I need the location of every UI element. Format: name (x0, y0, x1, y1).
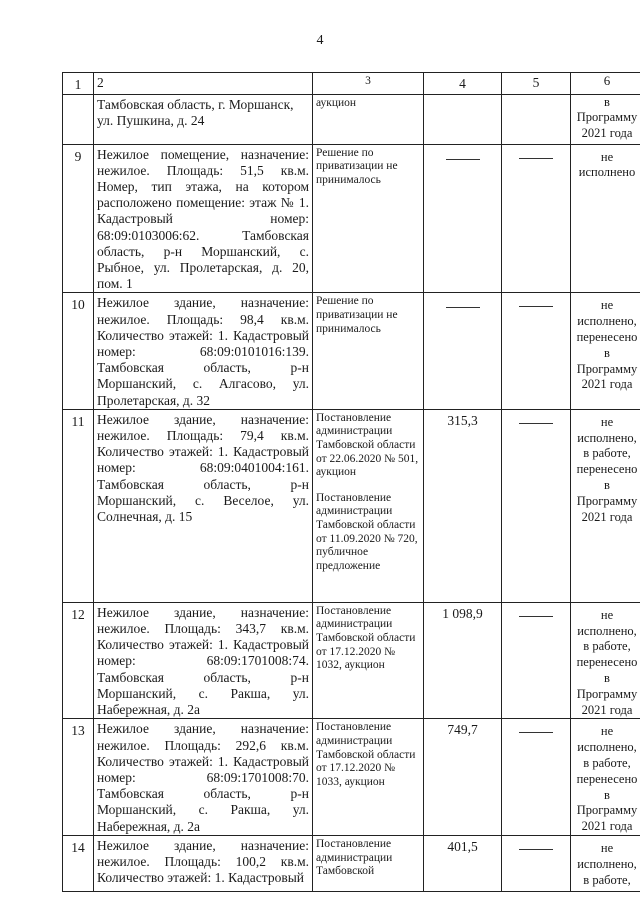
privatization-decision: Постановление администрации Тамбовской (313, 835, 424, 891)
amount-cell (424, 94, 502, 144)
table-row (63, 94, 640, 144)
col-header-3: 3 (313, 73, 424, 95)
status-cell: не исполнено, в работе, перенесено в Программу 2021 года (571, 409, 640, 602)
status-cell: не исполнено, в работе, перенесено в Программу 2021 года (571, 719, 640, 836)
col-header-6: 6 (571, 73, 640, 95)
row-number: 9 (63, 144, 94, 293)
empty-dash (519, 300, 553, 307)
row-number: 11 (63, 409, 94, 602)
empty-dash (519, 610, 553, 617)
row-number: 13 (63, 719, 94, 836)
object-description: Тамбовская область, г. Моршанск, ул. Пушкина, д. 24 (94, 94, 313, 144)
status-cell: не исполнено, в работе, перенесено в Программу 2021 года (571, 602, 640, 719)
table-row (63, 602, 640, 719)
object-description: Нежилое здание, назначение: нежилое. Площадь: 343,7 кв.м. Количество этажей: 1. Кадастровый номер: 68:09:1701008:74. Тамбовская область, р-н Моршанский, с. Ракша, ул. Набережная, д. 2а (94, 602, 313, 719)
col-header-5: 5 (502, 73, 571, 95)
property-table (62, 72, 640, 892)
column-5-cell (502, 602, 571, 719)
object-description: Нежилое здание, назначение: нежилое. Площадь: 79,4 кв.м. Количество этажей: 1. Кадастровый номер: 68:09:0401004:161. Тамбовская область, р-н Моршанский, с. Веселое, ул. Солнечная, д. 15 (94, 409, 313, 602)
column-5-cell (502, 144, 571, 293)
status-cell: не исполнено, в работе, (571, 835, 640, 891)
table-row (63, 293, 640, 409)
header-row (63, 73, 640, 95)
object-description: Нежилое здание, назначение: нежилое. Площадь: 100,2 кв.м. Количество этажей: 1. Кадастровый (94, 835, 313, 891)
row-number: 12 (63, 602, 94, 719)
col-header-4: 4 (424, 73, 502, 95)
status-cell: в Программу 2021 года (571, 94, 640, 144)
table-row (63, 144, 640, 293)
object-description: Нежилое здание, назначение: нежилое. Площадь: 98,4 кв.м. Количество этажей: 1. Кадастровый номер: 68:09:0101016:139. Тамбовская область, р-н Моршанский, с. Алгасово, ул. Пролетарская, д. 32 (94, 293, 313, 409)
empty-dash (519, 417, 553, 424)
amount-cell (424, 144, 502, 293)
object-description: Нежилое помещение, назначение: нежилое. Площадь: 51,5 кв.м. Номер, тип этажа, на котором расположено помещение: этаж № 1. Кадастровый номер: 68:09:0103006:62. Тамбовская область, р-н Моршанский, с. Рыбное, ул. Пролетарская, д. 20, пом. 1 (94, 144, 313, 293)
column-5-cell (502, 293, 571, 409)
decision-text: Постановление администрации Тамбовской области от 22.06.2020 № 501, аукцион (316, 411, 419, 479)
privatization-decision: Решение по приватизации не принималось (313, 293, 424, 409)
page-number: 4 (316, 33, 324, 48)
privatization-decision: Решение по приватизации не принималось (313, 144, 424, 293)
column-5-cell (502, 835, 571, 891)
amount-cell: 749,7 (424, 719, 502, 836)
privatization-decision: Постановление администрации Тамбовской области от 17.12.2020 № 1033, аукцион (313, 719, 424, 836)
decision-text-2: Постановление администрации Тамбовской области от 11.09.2020 № 720, публичное предложение (316, 491, 418, 572)
row-number: 10 (63, 293, 94, 409)
privatization-decision (313, 409, 424, 602)
amount-cell: 401,5 (424, 835, 502, 891)
column-5-cell (502, 719, 571, 836)
col-header-2: 2 (94, 73, 313, 95)
privatization-decision: аукцион (313, 94, 424, 144)
empty-dash (446, 153, 480, 160)
empty-dash (519, 726, 553, 733)
column-5-cell (502, 409, 571, 602)
col-header-1: 1 (63, 73, 94, 95)
table-row (63, 719, 640, 836)
status-cell: не исполнено (571, 144, 640, 293)
empty-dash (446, 301, 480, 308)
empty-dash (519, 843, 553, 850)
empty-dash (519, 152, 553, 159)
amount-cell: 315,3 (424, 409, 502, 602)
column-5-cell (502, 94, 571, 144)
table-row (63, 409, 640, 602)
row-number: 14 (63, 835, 94, 891)
table-row (63, 835, 640, 891)
row-number (63, 94, 94, 144)
amount-cell (424, 293, 502, 409)
object-description: Нежилое здание, назначение: нежилое. Площадь: 292,6 кв.м. Количество этажей: 1. Кадастровый номер: 68:09:1701008:70. Тамбовская область, р-н Моршанский, с. Ракша, ул. Набережная, д. 2а (94, 719, 313, 836)
status-cell: не исполнено, перенесено в Программу 2021 года (571, 293, 640, 409)
privatization-decision: Постановление администрации Тамбовской области от 17.12.2020 № 1032, аукцион (313, 602, 424, 719)
amount-cell: 1 098,9 (424, 602, 502, 719)
